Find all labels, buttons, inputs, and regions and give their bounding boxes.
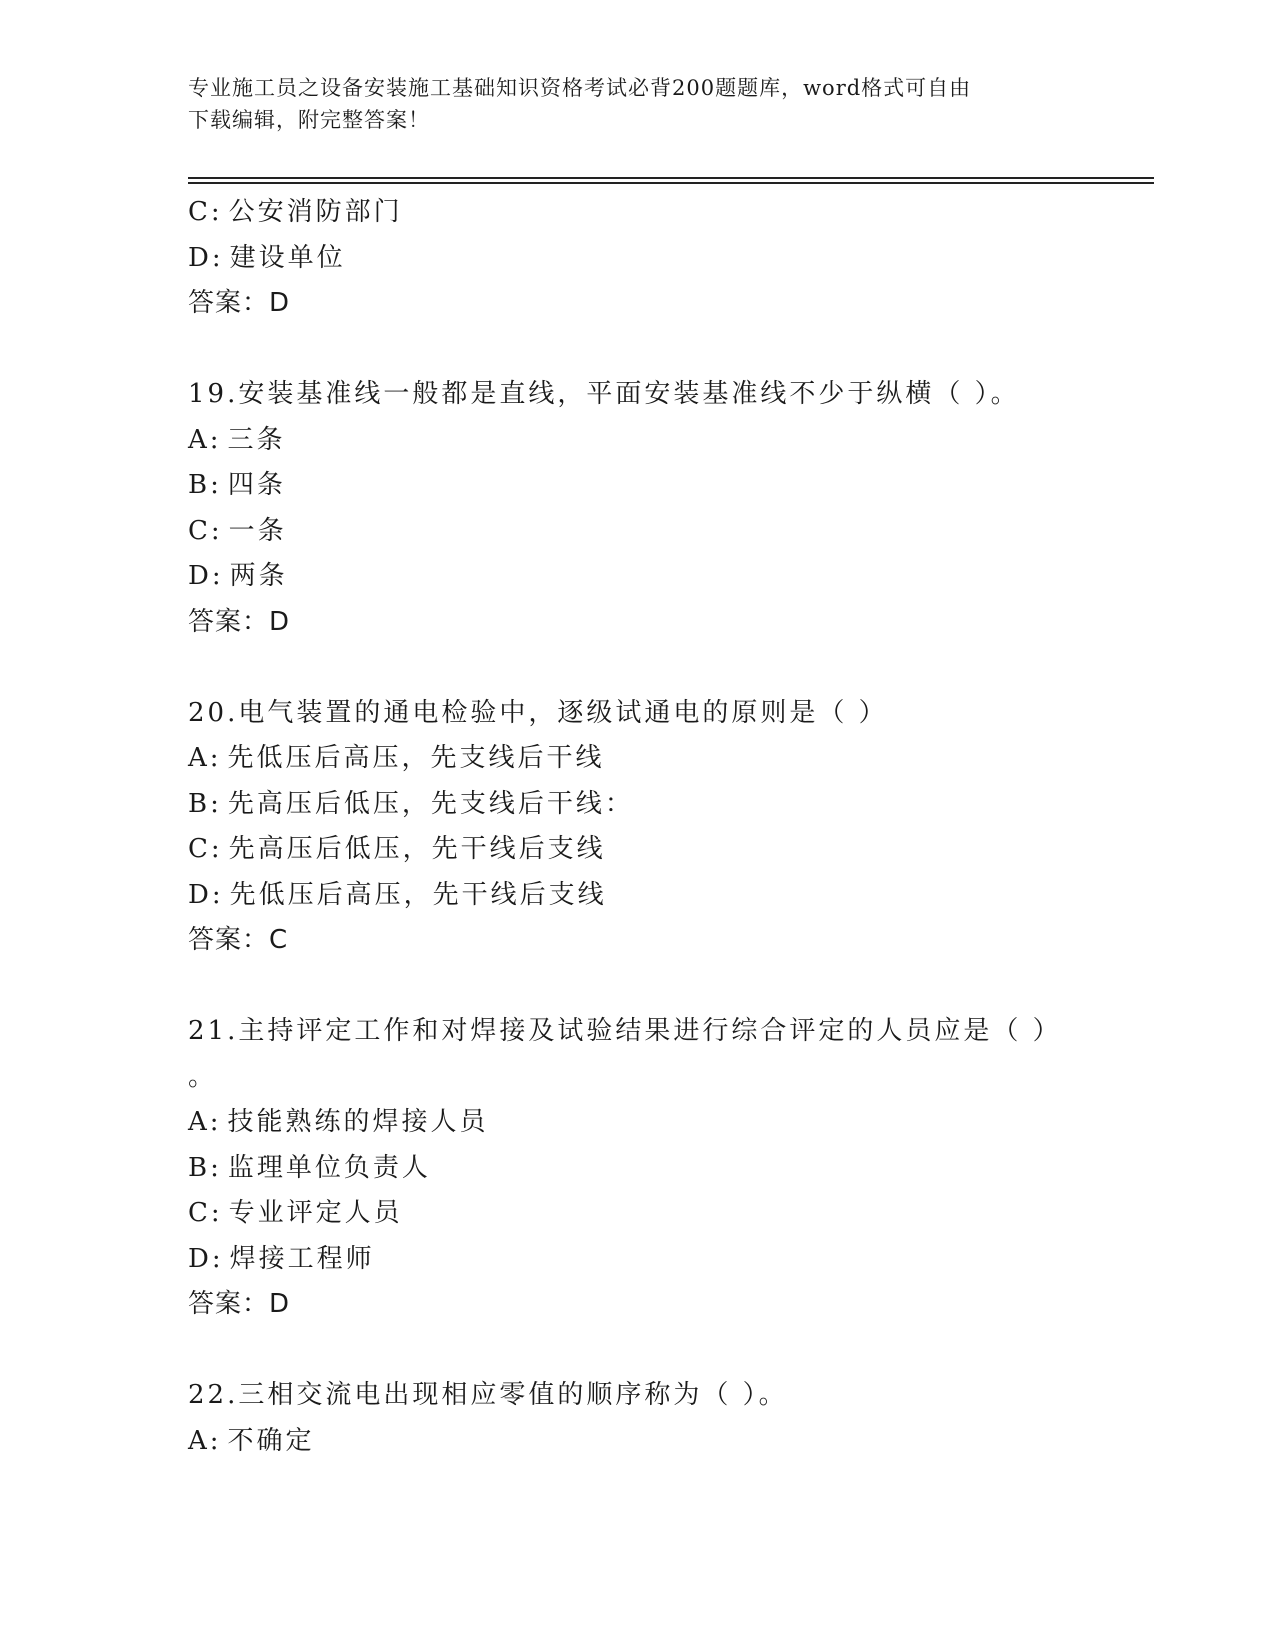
option-c bbox=[188, 190, 1148, 236]
question-text-continuation: 。 bbox=[188, 1061, 218, 1092]
spacer bbox=[188, 1328, 1148, 1374]
header-rule-top bbox=[188, 177, 1154, 179]
option-label: C bbox=[188, 834, 211, 864]
option-label: A bbox=[188, 1425, 210, 1456]
option-text: 先低压后高压，先支线后干线 bbox=[227, 743, 605, 773]
answer-line: 答案：D bbox=[188, 606, 291, 637]
option-label: B bbox=[188, 1152, 211, 1183]
option-text: 焊接工程师 bbox=[229, 1243, 375, 1274]
option-label: A bbox=[188, 424, 210, 455]
option-d bbox=[188, 873, 1148, 919]
answer-line: 答案：D bbox=[188, 1289, 291, 1319]
option-separator: : bbox=[211, 1243, 224, 1274]
question-text: 19.安装基准线一般都是直线，平面安装基准线不少于纵横（ ）。 bbox=[188, 379, 1020, 409]
option-text: 不确定 bbox=[227, 1425, 315, 1456]
option-d bbox=[188, 236, 1148, 282]
option-text: 技能熟练的焊接人员 bbox=[227, 1107, 489, 1137]
option-label: B bbox=[188, 788, 211, 819]
option-d bbox=[188, 554, 1148, 600]
question-text: 22.三相交流电出现相应零值的顺序称为（ ）。 bbox=[188, 1380, 788, 1410]
spacer bbox=[188, 964, 1148, 1010]
spacer bbox=[188, 645, 1148, 691]
option-b bbox=[188, 782, 1148, 828]
option-d bbox=[188, 1237, 1148, 1283]
option-a bbox=[188, 736, 1148, 782]
option-b bbox=[188, 1146, 1148, 1192]
option-a bbox=[188, 418, 1148, 464]
option-c bbox=[188, 1191, 1148, 1237]
option-label: D bbox=[188, 242, 212, 273]
option-text: 先高压后低压，先支线后干线： bbox=[227, 788, 634, 819]
answer-line: 答案：C bbox=[188, 925, 289, 955]
option-separator: : bbox=[211, 879, 224, 910]
question-block-19 bbox=[188, 372, 1148, 645]
question-block-21 bbox=[188, 1009, 1148, 1328]
option-text: 专业评定人员 bbox=[228, 1198, 403, 1228]
question-block-22 bbox=[188, 1373, 1148, 1464]
option-separator: : bbox=[211, 242, 224, 273]
option-label: D bbox=[188, 561, 212, 591]
option-text: 一条 bbox=[228, 515, 287, 546]
option-b bbox=[188, 463, 1148, 509]
option-text: 公安消防部门 bbox=[228, 197, 403, 227]
option-label: A bbox=[188, 1107, 210, 1137]
option-text: 四条 bbox=[227, 470, 286, 500]
page-header bbox=[188, 72, 1088, 136]
option-separator: : bbox=[210, 515, 223, 546]
option-separator: : bbox=[209, 424, 222, 455]
option-separator: : bbox=[210, 788, 222, 819]
option-label: B bbox=[188, 470, 211, 500]
option-separator: : bbox=[210, 834, 223, 864]
option-separator: : bbox=[209, 743, 222, 773]
option-separator: : bbox=[211, 561, 224, 591]
option-label: A bbox=[188, 743, 210, 773]
option-label: D bbox=[188, 1243, 212, 1274]
question-text: 21.主持评定工作和对焊接及试验结果进行综合评定的人员应是（ ） bbox=[188, 1016, 1062, 1046]
option-label: C bbox=[188, 515, 211, 546]
option-separator: : bbox=[210, 1152, 222, 1183]
option-separator: : bbox=[210, 197, 223, 227]
answer-line: 答案：D bbox=[188, 288, 291, 318]
option-separator: : bbox=[209, 1107, 222, 1137]
option-a bbox=[188, 1100, 1148, 1146]
option-text: 三条 bbox=[227, 424, 286, 455]
option-text: 建设单位 bbox=[229, 242, 346, 273]
option-separator: : bbox=[209, 1425, 222, 1456]
option-c bbox=[188, 509, 1148, 555]
option-text: 监理单位负责人 bbox=[227, 1152, 431, 1183]
option-text: 两条 bbox=[229, 561, 288, 591]
question-block-20 bbox=[188, 691, 1148, 964]
question-list bbox=[188, 190, 1148, 1464]
option-a bbox=[188, 1419, 1148, 1465]
option-label: C bbox=[188, 197, 211, 227]
spacer bbox=[188, 327, 1148, 373]
option-label: D bbox=[188, 879, 212, 910]
header-line-2: 下载编辑，附完整答案！ bbox=[188, 108, 430, 132]
option-text: 先高压后低压，先干线后支线 bbox=[228, 834, 606, 864]
header-line-1: 专业施工员之设备安装施工基础知识资格考试必背200题题库，word格式可自由 bbox=[188, 76, 972, 100]
option-c bbox=[188, 827, 1148, 873]
option-label: C bbox=[188, 1198, 211, 1228]
question-block-18 bbox=[188, 190, 1148, 327]
option-separator: : bbox=[210, 1198, 223, 1228]
question-text: 20.电气装置的通电检验中，逐级试通电的原则是（ ） bbox=[188, 697, 888, 728]
option-separator: : bbox=[210, 470, 222, 500]
option-text: 先低压后高压，先干线后支线 bbox=[229, 879, 607, 910]
header-rule-bottom bbox=[188, 182, 1154, 184]
